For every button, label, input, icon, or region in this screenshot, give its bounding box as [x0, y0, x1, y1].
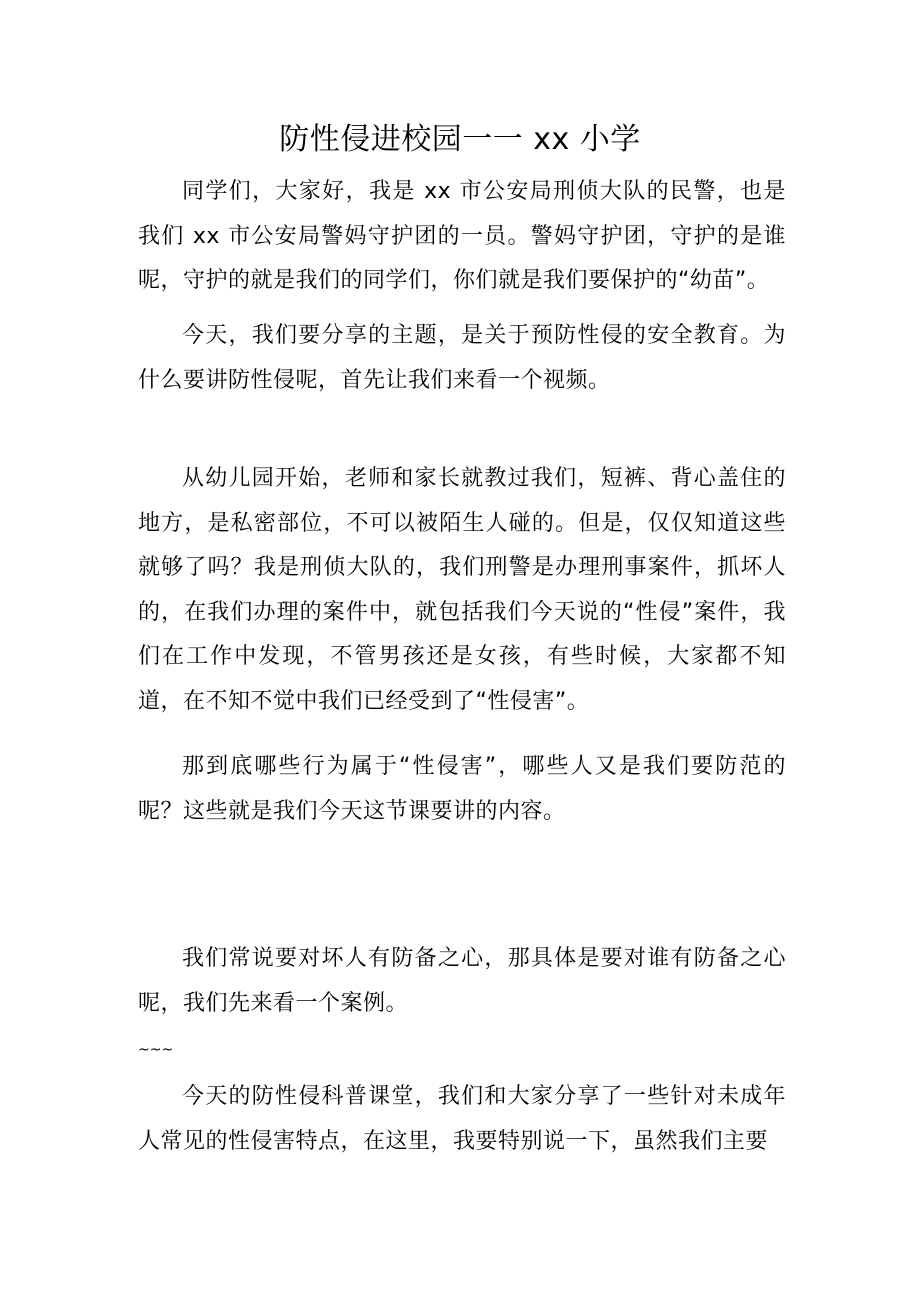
- paragraph-kindergarten: 从幼儿园开始，老师和家长就教过我们，短裤、背心盖住的地方，是私密部位，不可以被陌生人碰的。但是，仅仅知道这些就够了吗？我是刑侦大队的，我们刑警是办理刑事案件，抓坏人的，在我们办理的案件中，就包括我们今天说的“性侵”案件，我们在工作中发现，不管男孩还是女孩，有些时候，大家都不知道，在不知不觉中我们已经受到了“性侵害”。: [138, 466, 786, 714]
- paragraph-vigilance: 我们常说要对坏人有防备之心，那具体是要对谁有防备之心呢，我们先来看一个案例。: [138, 946, 786, 1016]
- document-title: 防性侵进校园一一 xx 小学: [279, 122, 641, 157]
- paragraph-conclusion: 今天的防性侵科普课堂，我们和大家分享了一些针对未成年人常见的性侵害特点，在这里，我要特别说一下，虽然我们主要: [138, 1084, 786, 1154]
- paragraph-greeting: 同学们，大家好，我是 xx 市公安局刑侦大队的民警，也是我们 xx 市公安局警妈守护团的一员。警妈守护团，守护的是谁呢，守护的就是我们的同学们，你们就是我们要保护的“幼苗”。: [138, 179, 786, 293]
- separator-mark: ~~~: [138, 1042, 174, 1058]
- paragraph-question: 那到底哪些行为属于“性侵害”，哪些人又是我们要防范的呢？这些就是我们今天这节课要讲的内容。: [138, 754, 786, 824]
- paragraph-topic: 今天，我们要分享的主题，是关于预防性侵的安全教育。为什么要讲防性侵呢，首先让我们来看一个视频。: [138, 323, 786, 393]
